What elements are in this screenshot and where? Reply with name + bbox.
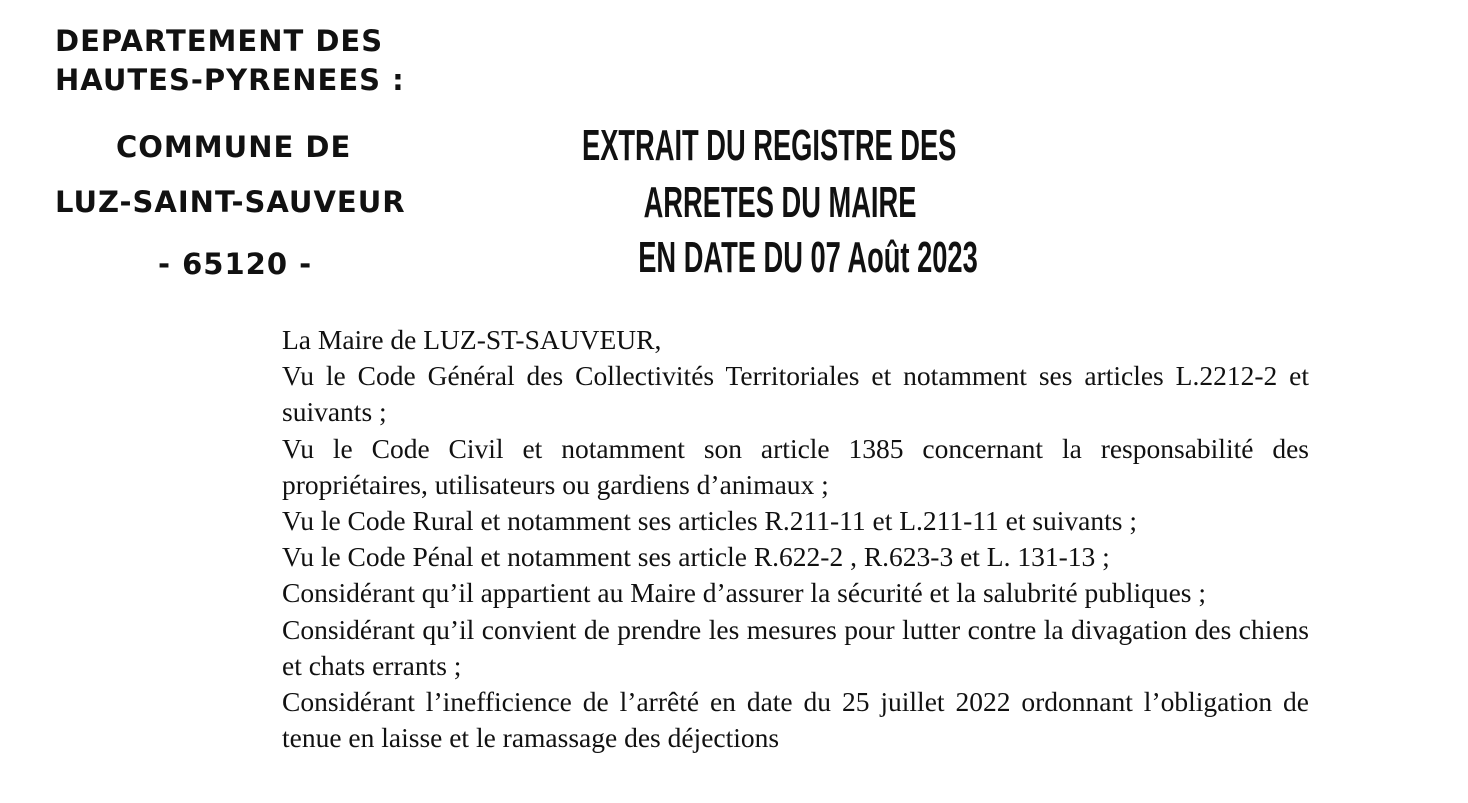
- commune-line-1: COMMUNE DE: [116, 130, 352, 164]
- vu-code-general: Vu le Code Général des Collectivités Territoriales et notamment ses articles L.2212-2 et suivants ;: [282, 360, 1309, 428]
- vu-code-rural: Vu le Code Rural et notamment ses articles R.211-11 et L.211-11 et suivants ;: [282, 505, 1137, 537]
- considerant-divagation: Considérant qu’il convient de prendre les mesures pour lutter contre la divagation des chiens et chats errants ;: [282, 613, 1309, 681]
- document-body: [282, 322, 1309, 756]
- extract-title-line-3: EN DATE DU 07 Août 2023: [638, 233, 978, 282]
- considerant-securite: Considérant qu’il appartient au Maire d’assurer la sécurité et la salubrité publiques ;: [282, 577, 1207, 609]
- vu-code-civil: Vu le Code Civil et notamment son article 1385 concernant la responsabilité des propriétaires, utilisateurs ou gardiens d’animaux ;: [282, 432, 1309, 500]
- extract-title-line-2: ARRETES DU MAIRE: [643, 178, 917, 227]
- commune-line-2: LUZ-SAINT-SAUVEUR: [55, 185, 406, 219]
- mayor-line: La Maire de LUZ-ST-SAUVEUR,: [282, 324, 662, 355]
- vu-code-penal: Vu le Code Pénal et notamment ses article R.622-2 , R.623-3 et L. 131-13 ;: [282, 541, 1110, 573]
- postal-code: - 65120 -: [158, 247, 313, 281]
- extract-title-line-1: EXTRAIT DU REGISTRE DES: [582, 121, 957, 170]
- departement-line-2: HAUTES-PYRENEES :: [55, 63, 405, 97]
- considerant-inefficience: Considérant l’inefficience de l’arrêté en date du 25 juillet 2022 ordonnant l’obligation de tenue en laisse et le ramassage des déjections: [282, 686, 1309, 754]
- departement-line-1: DEPARTEMENT DES: [55, 24, 384, 58]
